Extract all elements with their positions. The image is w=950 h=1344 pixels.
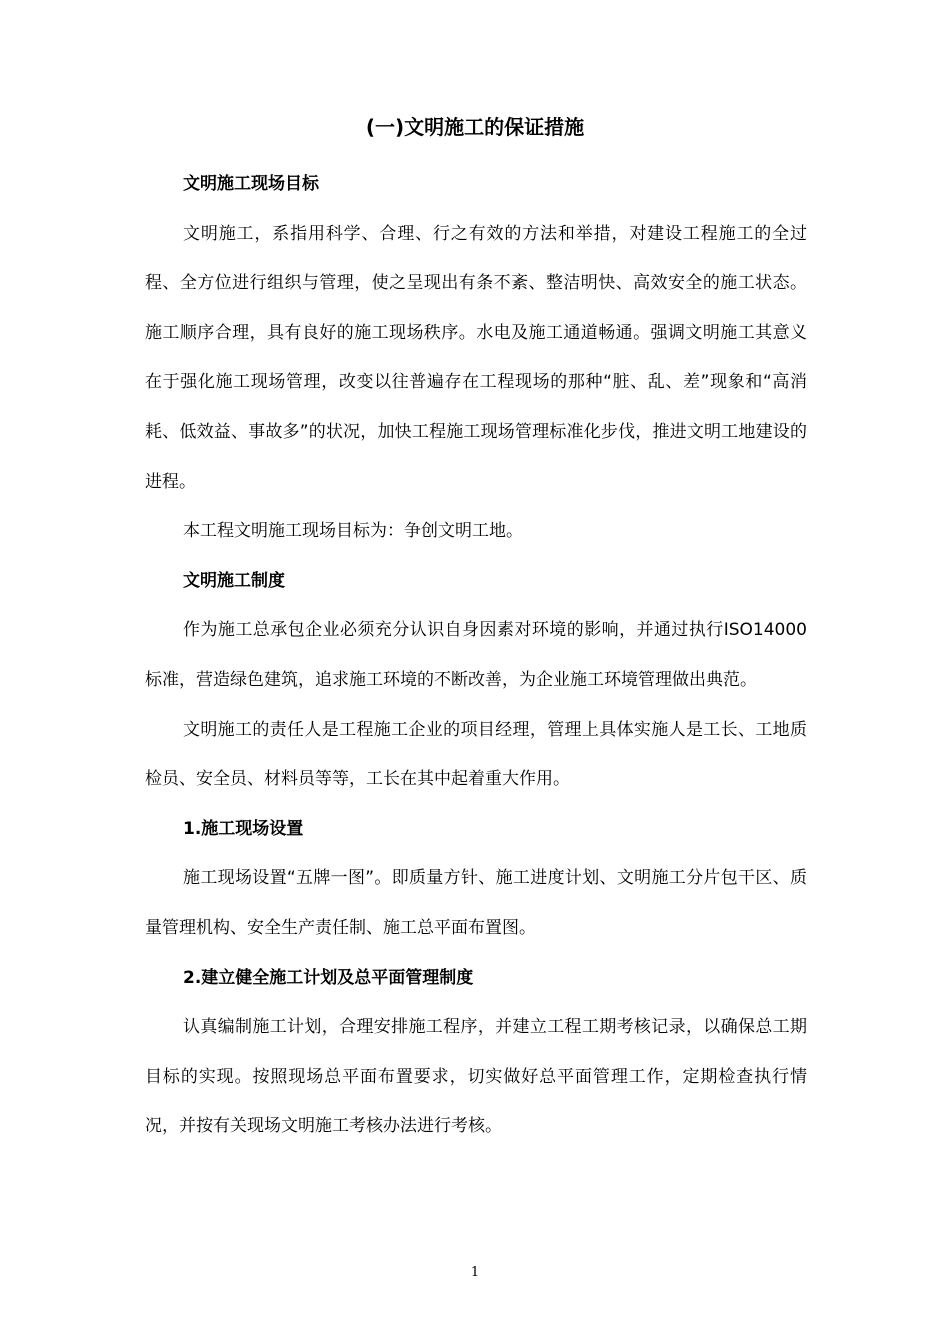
section-civilized-construction-system — [145, 557, 807, 805]
document-body — [145, 160, 807, 1152]
section-site-setup — [145, 805, 807, 954]
section-heading: 2.建立健全施工计划及总平面管理制度 — [183, 967, 474, 988]
paragraph: 认真编制施工计划，合理安排施工程序，并建立工程工期考核记录，以确保总工期目标的实现。按照现场总平面布置要求，切实做好总平面管理工作，定期检查执行情况，并按有关现场文明施工考核办法进行考核。 — [145, 1017, 807, 1137]
paragraph: 文明施工的责任人是工程施工企业的项目经理，管理上具体实施人是工长、工地质检员、安全员、材料员等等，工长在其中起着重大作用。 — [145, 719, 807, 790]
section-heading: 1.施工现场设置 — [183, 818, 304, 839]
paragraph: 施工现场设置“五牌一图”。即质量方针、施工进度计划、文明施工分片包干区、质量管理机构、安全生产责任制、施工总平面布置图。 — [145, 868, 807, 938]
paragraph: 本工程文明施工现场目标为：争创文明工地。 — [183, 521, 523, 542]
paragraph: 作为施工总承包企业必须充分认识自身因素对环境的影响，并通过执行ISO14000标准，营造绿色建筑，追求施工环境的不断改善，为企业施工环境管理做出典范。 — [145, 620, 807, 690]
section-heading: 文明施工现场目标 — [183, 174, 319, 194]
page-number: 1 — [470, 1265, 480, 1280]
paragraph: 文明施工，系指用科学、合理、行之有效的方法和举措，对建设工程施工的全过程、全方位进行组织与管理，使之呈现出有条不紊、整洁明快、高效安全的施工状态。施工顺序合理，具有良好的施工现场秩序。水电及施工通道畅通。强调文明施工其意义在于强化施工现场管理，改变以往普遍存在工程现场的那种“脏、乱、差”现象和“高消耗、低效益、事故多”的状况，加快工程施工现场管理标准化步伐，推进文明工地建设的进程。 — [145, 223, 807, 492]
section-heading: 文明施工制度 — [183, 570, 285, 591]
document-title: (一)文明施工的保证措施 — [365, 115, 585, 139]
section-civilized-construction-goal — [145, 160, 807, 557]
section-plan-management — [145, 954, 807, 1152]
